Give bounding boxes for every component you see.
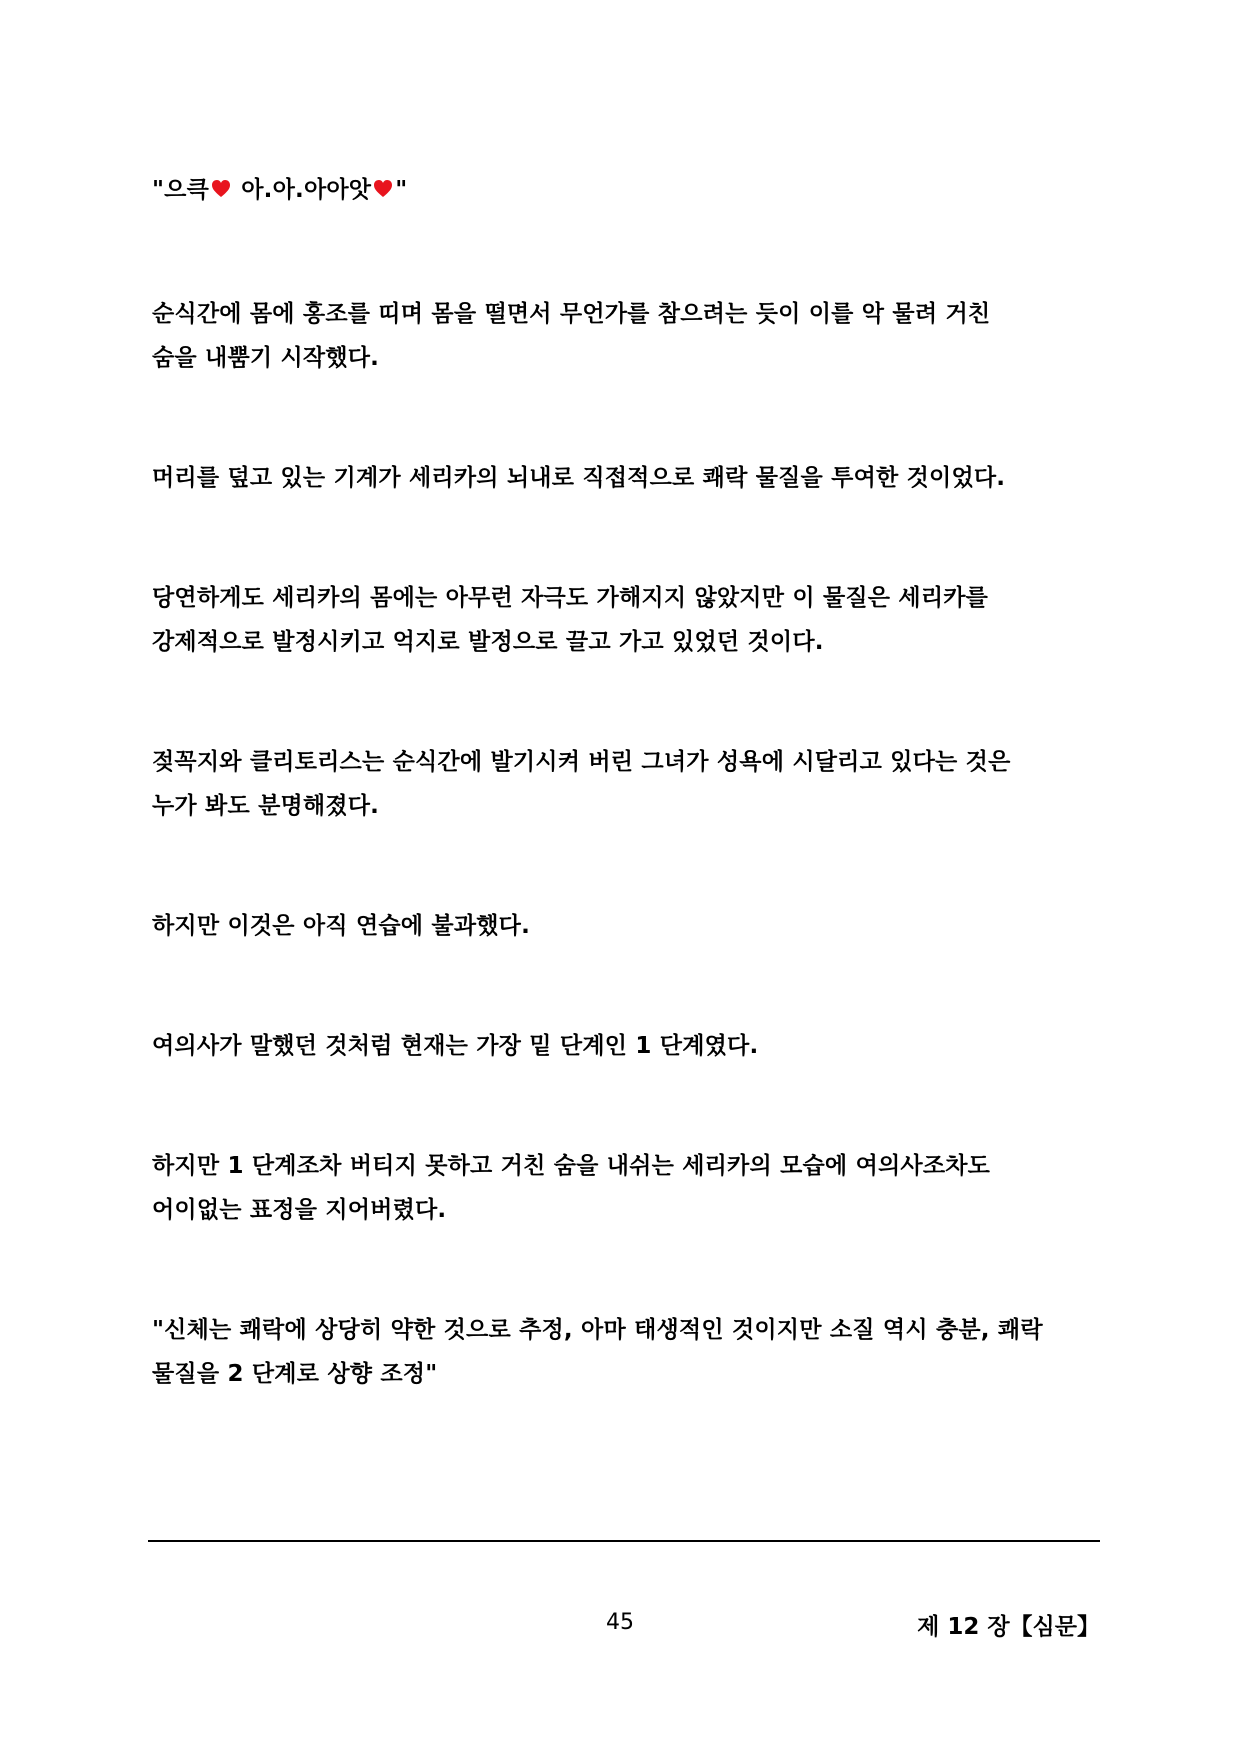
page-number: 45 (606, 1610, 634, 1635)
paragraph-doctor-reaction: 하지만 1 단계조차 버티지 못하고 거친 숨을 내쉬는 세리카의 모습에 여의사조차도 어이없는 표정을 지어버렸다. (152, 1153, 991, 1223)
paragraph-machine: 머리를 덮고 있는 기계가 세리카의 뇌내로 직접적으로 쾌락 물질을 투여한 것이었다. (152, 465, 1006, 491)
moan-text-end: " (395, 177, 408, 203)
page-body (152, 168, 1092, 1396)
chapter-label: 제 12 장【심문】 (917, 1614, 1100, 1640)
heart-icon (211, 179, 231, 199)
paragraph-flush: 순식간에 몸에 홍조를 띠며 몸을 떨면서 무언가를 참으려는 듯이 이를 악 물려 거친 숨을 내뿜기 시작했다. (152, 301, 991, 371)
paragraph-doctor-quote: "신체는 쾌락에 상당히 약한 것으로 추정, 아마 태생적인 것이지만 소질 역시 충분, 쾌락 물질을 2 단계로 상향 조정" (152, 1317, 1043, 1387)
paragraph-practice: 하지만 이것은 아직 연습에 불과했다. (152, 913, 531, 939)
paragraph-evident: 젖꼭지와 클리토리스는 순식간에 발기시켜 버린 그녀가 성욕에 시달리고 있다는 것은 누가 봐도 분명해졌다. (152, 749, 1011, 819)
heart-icon (373, 179, 393, 199)
paragraph-forced-heat: 당연하게도 세리카의 몸에는 아무런 자극도 가해지지 않았지만 이 물질은 세리카를 강제적으로 발정시키고 억지로 발정으로 끌고 가고 있었던 것이다. (152, 585, 989, 655)
moan-text-start: "으큭 (152, 177, 210, 203)
moan-text-middle: 아.아.아아앗 (233, 177, 372, 203)
paragraph-moan (152, 168, 1092, 212)
paragraph-stage-one: 여의사가 말했던 것처럼 현재는 가장 밑 단계인 1 단계였다. (152, 1033, 759, 1059)
footer-divider (148, 1540, 1100, 1542)
